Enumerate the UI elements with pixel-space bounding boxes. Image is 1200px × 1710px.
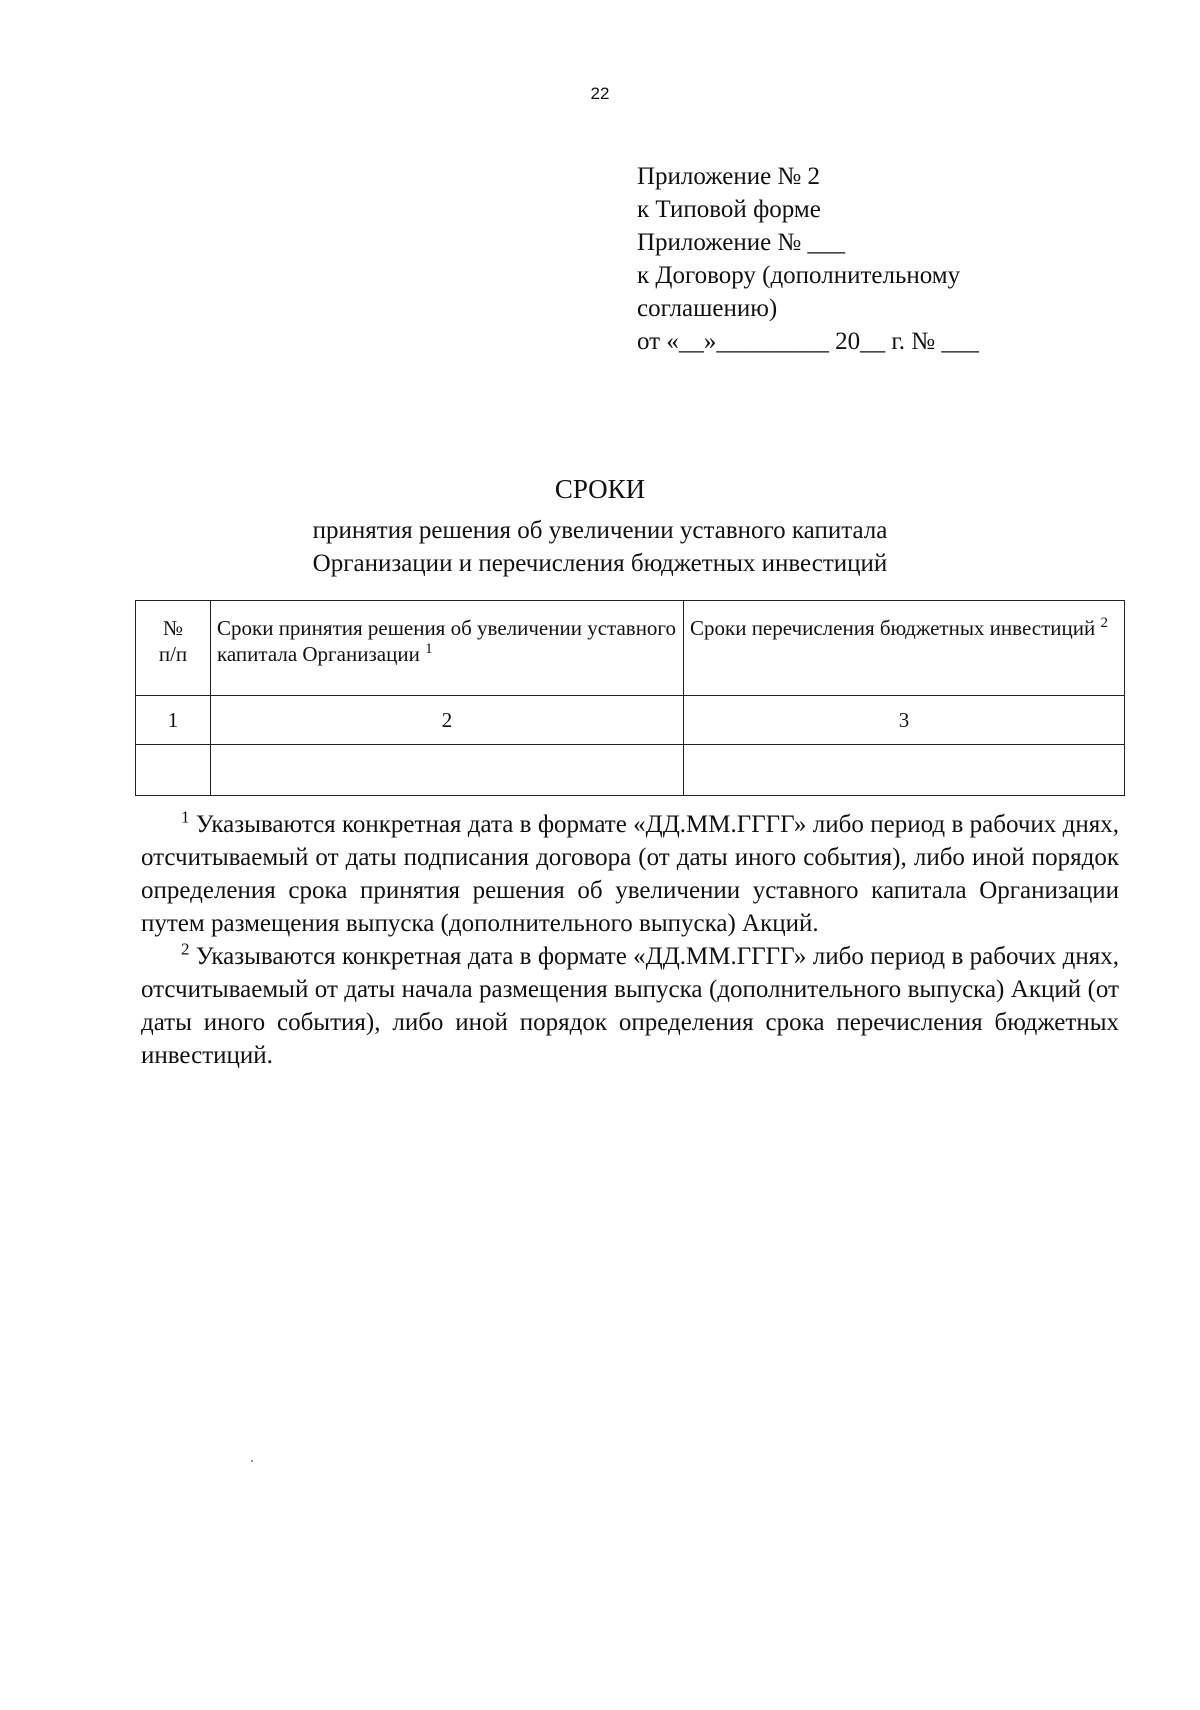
table-row xyxy=(136,696,1125,745)
appendix-reference-block xyxy=(637,160,1087,358)
header-cell-number xyxy=(136,601,211,696)
table-header-row xyxy=(136,601,1125,696)
footnote xyxy=(141,808,1119,940)
document-title: СРОКИ xyxy=(554,474,646,504)
scan-speck xyxy=(251,1460,253,1462)
footnote-mark: 1 xyxy=(181,807,190,827)
header-cell-decision-deadline xyxy=(211,601,684,696)
appendix-line: Приложение № ___ xyxy=(637,229,846,256)
table-cell: 1 xyxy=(136,696,211,745)
page-number: 22 xyxy=(590,84,610,103)
table-cell: 3 xyxy=(684,696,1125,745)
appendix-line: от «__»_________ 20__ г. № ___ xyxy=(637,328,979,355)
appendix-line: Приложение № 2 xyxy=(637,163,821,190)
footnote xyxy=(141,940,1119,1072)
appendix-line: к Договору (дополнительному xyxy=(637,262,961,289)
footnote-mark: 2 xyxy=(181,939,190,959)
appendix-line: соглашению) xyxy=(637,295,778,322)
appendix-line: к Типовой форме xyxy=(637,196,821,223)
deadlines-table xyxy=(135,600,1125,796)
document-subtitle: Организации и перечисления бюджетных инвестиций xyxy=(312,550,888,577)
footnote-text: Указываются конкретная дата в формате «ДД.ММ.ГГГГ» либо период в рабочих днях, отсчитываемый от даты подписания договора (от даты иного события), либо иной порядок определения срока принятия решения об увеличении уставного капитала Организации путем размещения выпуска (дополнительного выпуска) Акций. xyxy=(141,811,1119,937)
table-cell xyxy=(684,745,1125,796)
header-transfer-text: Сроки перечисления бюджетных инвестиций xyxy=(690,616,1096,640)
header-number-label: п/п xyxy=(158,642,188,666)
document-heading xyxy=(0,472,1200,580)
header-cell-transfer-deadline xyxy=(684,601,1125,696)
footnote-text: Указываются конкретная дата в формате «ДД.ММ.ГГГГ» либо период в рабочих днях, отсчитываемый от даты начала размещения выпуска (дополнительного выпуска) Акций (от даты иного события), либо иной порядок определения срока перечисления бюджетных инвестиций. xyxy=(141,943,1119,1069)
table-cell xyxy=(211,745,684,796)
footnote-ref: 1 xyxy=(425,641,433,657)
header-number-sign: № xyxy=(162,616,184,640)
document-subtitle: принятия решения об увеличении уставного капитала xyxy=(312,517,888,544)
table-cell xyxy=(136,745,211,796)
header-decision-text: Сроки принятия решения об увеличении уставного капитала Организации xyxy=(217,616,677,666)
footnote-ref: 2 xyxy=(1100,615,1108,631)
footnotes xyxy=(141,808,1119,1072)
table-cell: 2 xyxy=(211,696,684,745)
table-row xyxy=(136,745,1125,796)
